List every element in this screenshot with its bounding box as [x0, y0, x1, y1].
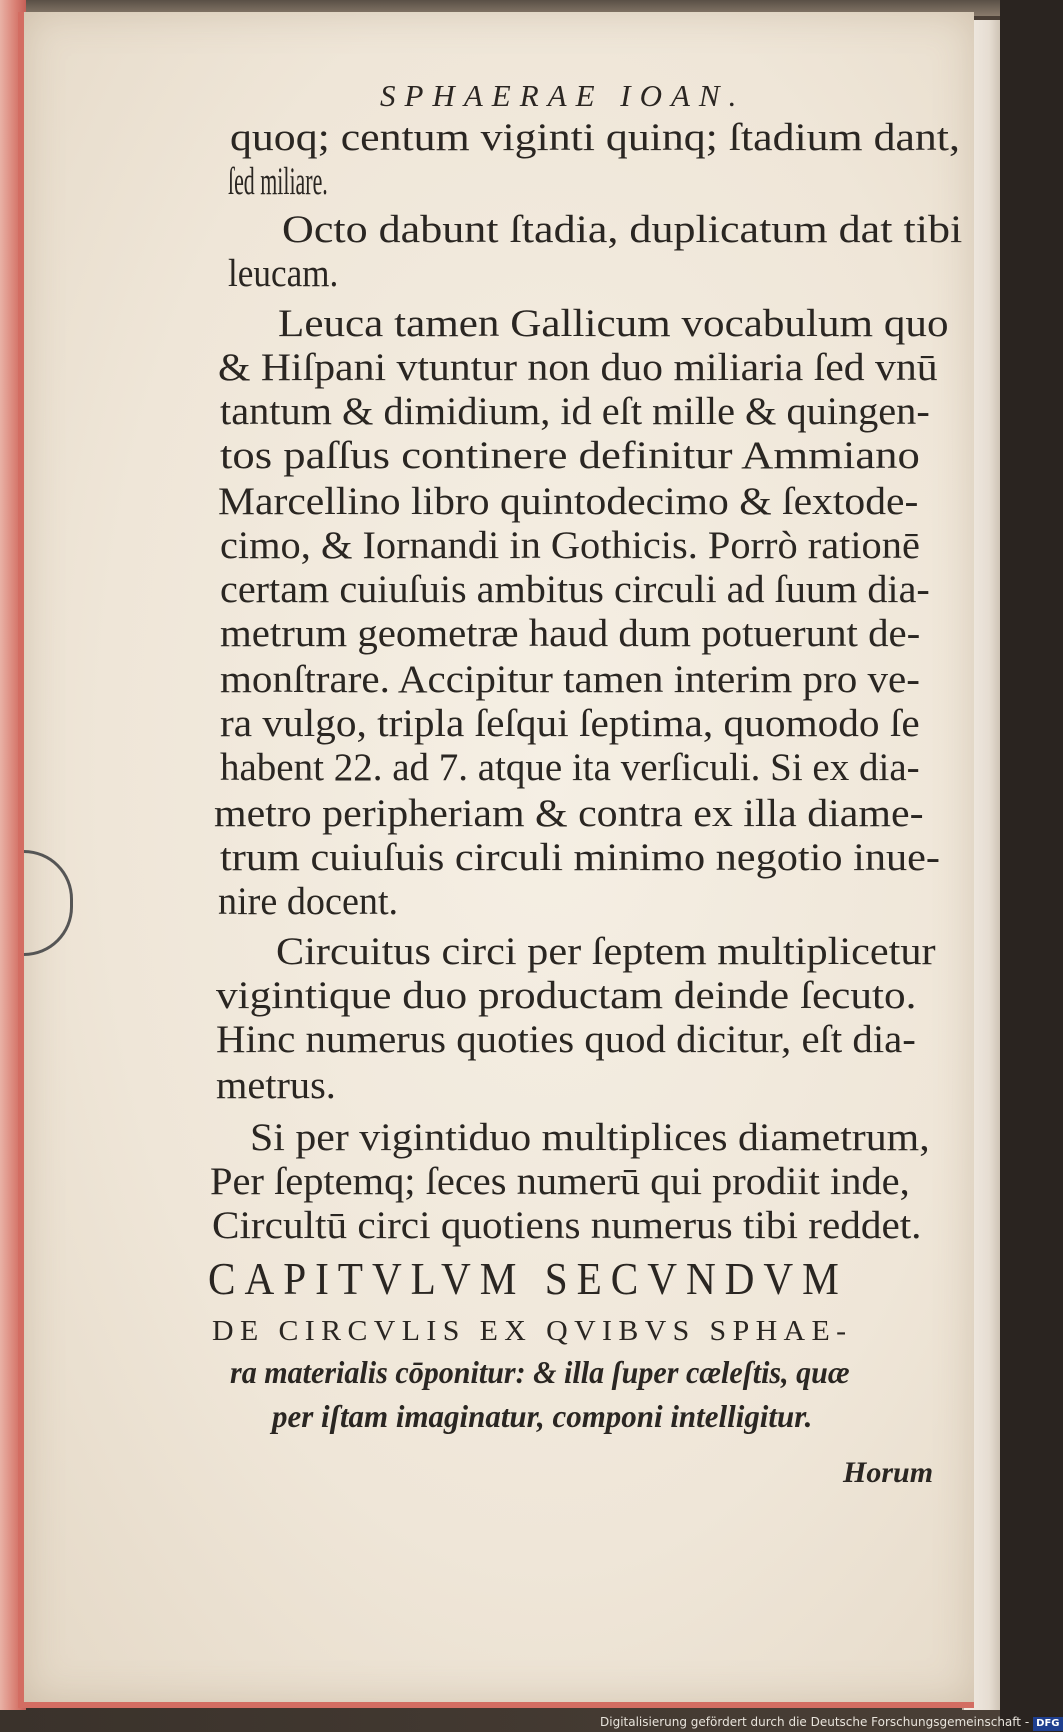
text-line: Hinc numerus quoties quod dicitur, eſt dia-	[216, 1018, 916, 1061]
chapter-subtitle: DE CIRCVLIS EX QVIBVS SPHAE-	[212, 1316, 853, 1347]
text-line: ra vulgo, tripla ſeſqui ſeptima, quomodo ſe	[220, 702, 920, 745]
text-line: metro peripheriam & contra ex illa diame-	[214, 792, 924, 835]
text-line: Leuca tamen Gallicum vocabulum quo	[278, 302, 949, 345]
text-line: habent 22. ad 7. atque ita verſiculi. Si ex dia-	[220, 746, 920, 789]
text-line: Si per vigintiduo multiplices diametrum,	[250, 1116, 930, 1159]
footer-text: Digitalisierung gefördert durch die Deutsche Forschungsgemeinschaft -	[600, 1715, 1030, 1729]
text-line: metrus.	[216, 1064, 336, 1107]
dfg-logo: DFG	[1033, 1717, 1062, 1731]
text-line: trum cuiuſuis circuli minimo negotio inue-	[220, 836, 940, 879]
text-line: ſed miliare.	[228, 160, 328, 203]
footer-credit	[600, 1712, 1063, 1732]
text-line: metrum geometræ haud dum potuerunt de-	[220, 612, 921, 655]
chapter-subtitle-line-3: per iſtam imaginatur, componi intelligitur.	[272, 1398, 813, 1434]
text-line: Per ſeptemq; ſeces numerū qui prodiit inde,	[210, 1160, 910, 1203]
text-line: nire docent.	[218, 880, 399, 923]
text-line: Circultū circi quotiens numerus tibi reddet.	[212, 1204, 922, 1247]
chapter-subtitle-line-2: ra materialis cōponitur: & illa ſuper cæleſtis, quæ	[230, 1354, 850, 1390]
running-header: SPHAERAE IOAN.	[380, 78, 746, 113]
text-line: tos paſſus continere definitur Ammiano	[220, 434, 920, 477]
chapter-title: CAPITVLVM SECVNDVM	[208, 1253, 848, 1304]
clasp-ring	[24, 850, 73, 956]
text-line: vigintique duo productam deinde ſecuto.	[216, 974, 917, 1017]
text-line: leucam.	[228, 252, 339, 295]
text-line: cimo, & Iornandi in Gothicis. Porrò rationē	[220, 524, 920, 567]
text-line: Circuitus circi per ſeptem multiplicetur	[276, 930, 936, 973]
text-line: quoq; centum viginti quinq; ſtadium dant,	[230, 116, 960, 159]
text-line: monſtrare. Accipitur tamen interim pro ve-	[220, 658, 920, 701]
text-line: tantum & dimidium, id eſt mille & quingen-	[220, 390, 930, 433]
text-line: Octo dabunt ſtadia, duplicatum dat tibi	[282, 208, 963, 251]
text-line: Marcellino libro quintodecimo & ſextode-	[218, 480, 919, 523]
text-line: & Hiſpani vtuntur non duo miliaria ſed vnū	[218, 346, 938, 389]
text-line: certam cuiuſuis ambitus circuli ad ſuum dia-	[220, 568, 930, 611]
catchword: Horum	[843, 1456, 934, 1489]
